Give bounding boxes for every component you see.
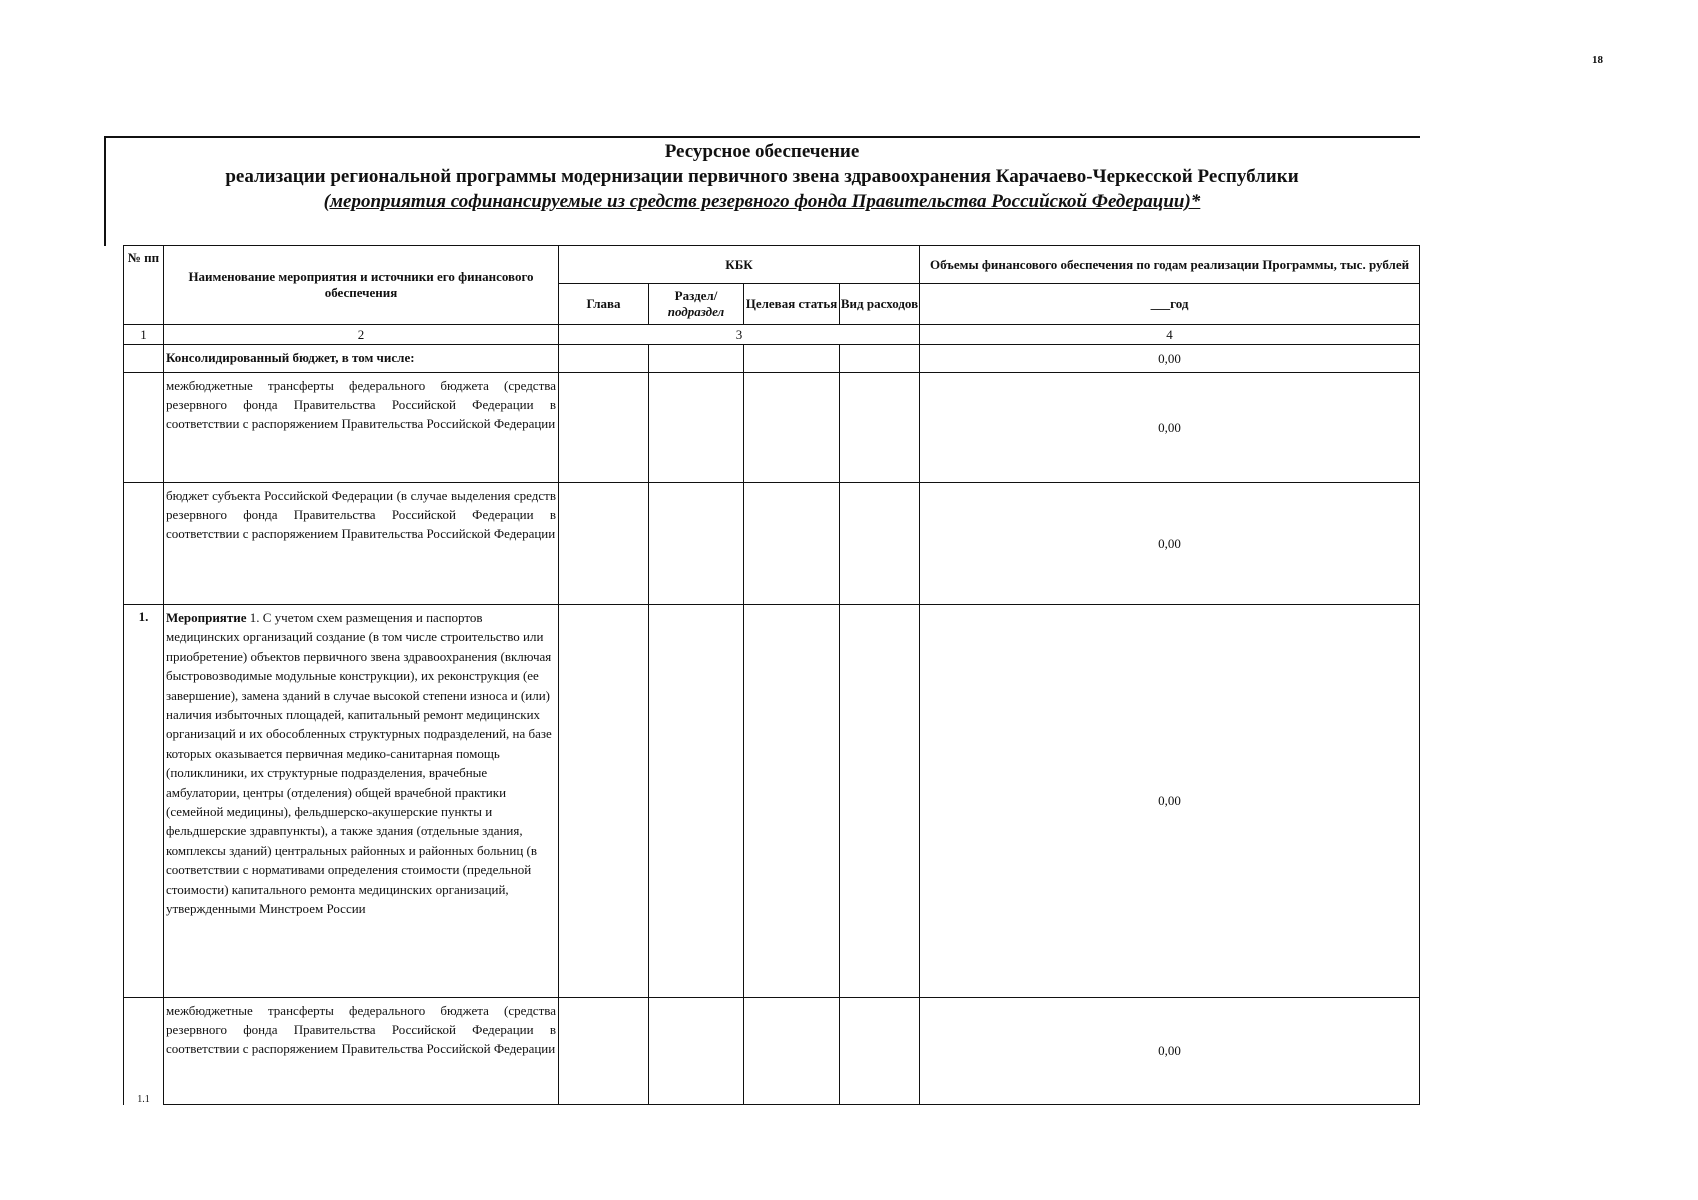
kbk-glava [559,605,649,998]
kbk-vid [840,605,920,998]
header-vid: Вид расходов [840,284,920,325]
row-text-body: 1. С учетом схем размещения и паспортов медицинских организаций создание (в том числе строительство или приобретение) объектов первичного звена здравоохранения (включая быстровозводимые модульные конструкции), их реконструкция (ее завершение), замена зданий в случае высокой степени износа и (или) наличия избыточных площадей, капитальный ремонт медицинских организаций и их обособленных структурных подразделений, на базе которых оказывается первичная медико-санитарная помощь (поликлиники, их структурные подразделения, врачебные амбулатории, центры (отделения) общей врачебной практики (семейной медицины), фельдшерско-акушерские пункты и фельдшерские здравпункты), а также здания (отдельные здания, комплексы зданий) центральных районных и районных больниц (в соответствии с нормативами определения стоимости (предельной стоимости) капитального ремонта медицинских организаций, утвержденными Минстроем России [166,610,552,917]
header-razdel: Раздел/ [674,288,718,303]
header-kbk: КБК [559,246,920,284]
header-year: ___год [920,284,1420,325]
title-line-1: Ресурсное обеспечение [664,141,860,162]
col-index-2: 2 [164,325,559,345]
kbk-celevaya [744,998,840,1105]
page-number: 18 [1592,54,1603,66]
kbk-razdel [649,345,744,373]
kbk-glava [559,483,649,605]
kbk-celevaya [744,345,840,373]
header-volumes: Объемы финансового обеспечения по годам реализации Программы, тыс. рублей [920,246,1420,284]
row-text: межбюджетные трансферты федерального бюджета (средства резервного фонда Правительства Российской Федерации в соответствии с распоряжением Правительства Российской Федерации [164,998,559,1105]
resource-table [123,245,1420,1105]
table-row [124,998,1420,1105]
kbk-razdel [649,373,744,483]
header-glava: Глава [559,284,649,325]
kbk-vid [840,373,920,483]
row-value: 0,00 [920,483,1420,605]
table-row [124,345,1420,373]
kbk-razdel [649,998,744,1105]
row-text [164,345,559,373]
col-index-3: 3 [559,325,920,345]
kbk-vid [840,483,920,605]
kbk-celevaya [744,483,840,605]
row-text [164,605,559,998]
kbk-celevaya [744,373,840,483]
col-index-4: 4 [920,325,1420,345]
row-text: межбюджетные трансферты федерального бюджета (средства резервного фонда Правительства Российской Федерации в соответствии с распоряжением Правительства Российской Федерации [164,373,559,483]
row-value: 0,00 [920,345,1420,373]
table-row [124,373,1420,483]
kbk-vid [840,998,920,1105]
kbk-glava [559,345,649,373]
row-text-bold: Консолидированный бюджет, в том числе: [166,350,415,365]
header-podrazdel: подраздел [667,304,725,319]
row-value: 0,00 [920,998,1420,1105]
kbk-celevaya [744,605,840,998]
header-celevaya: Целевая статья [744,284,840,325]
kbk-razdel [649,605,744,998]
kbk-glava [559,373,649,483]
header-num: № пп [124,246,164,325]
row-num [124,345,164,373]
title-line-2: реализации региональной программы модернизации первичного звена здравоохранения Карачаево-Черкесской Республики [225,166,1299,187]
table-row [124,605,1420,998]
col-index-1: 1 [124,325,164,345]
row-num [124,373,164,483]
header-razdel-cell [649,284,744,325]
kbk-razdel [649,483,744,605]
row-text: бюджет субъекта Российской Федерации (в случае выделения средств резервного фонда Правительства Российской Федерации в соответствии с распоряжением Правительства Российской Федерации [164,483,559,605]
row-value: 0,00 [920,373,1420,483]
row-num [124,483,164,605]
title-line-3: (мероприятия софинансируемые из средств резервного фонда Правительства Российской Федерации)* [323,191,1201,212]
row-num: 1. [124,605,164,998]
table-row [124,483,1420,605]
row-text-bold: Мероприятие [166,610,247,625]
header-name: Наименование мероприятия и источники его финансового обеспечения [164,246,559,325]
kbk-vid [840,345,920,373]
title-block [106,140,1418,214]
kbk-glava [559,998,649,1105]
row-num: 1.1 [124,998,164,1105]
row-value: 0,00 [920,605,1420,998]
